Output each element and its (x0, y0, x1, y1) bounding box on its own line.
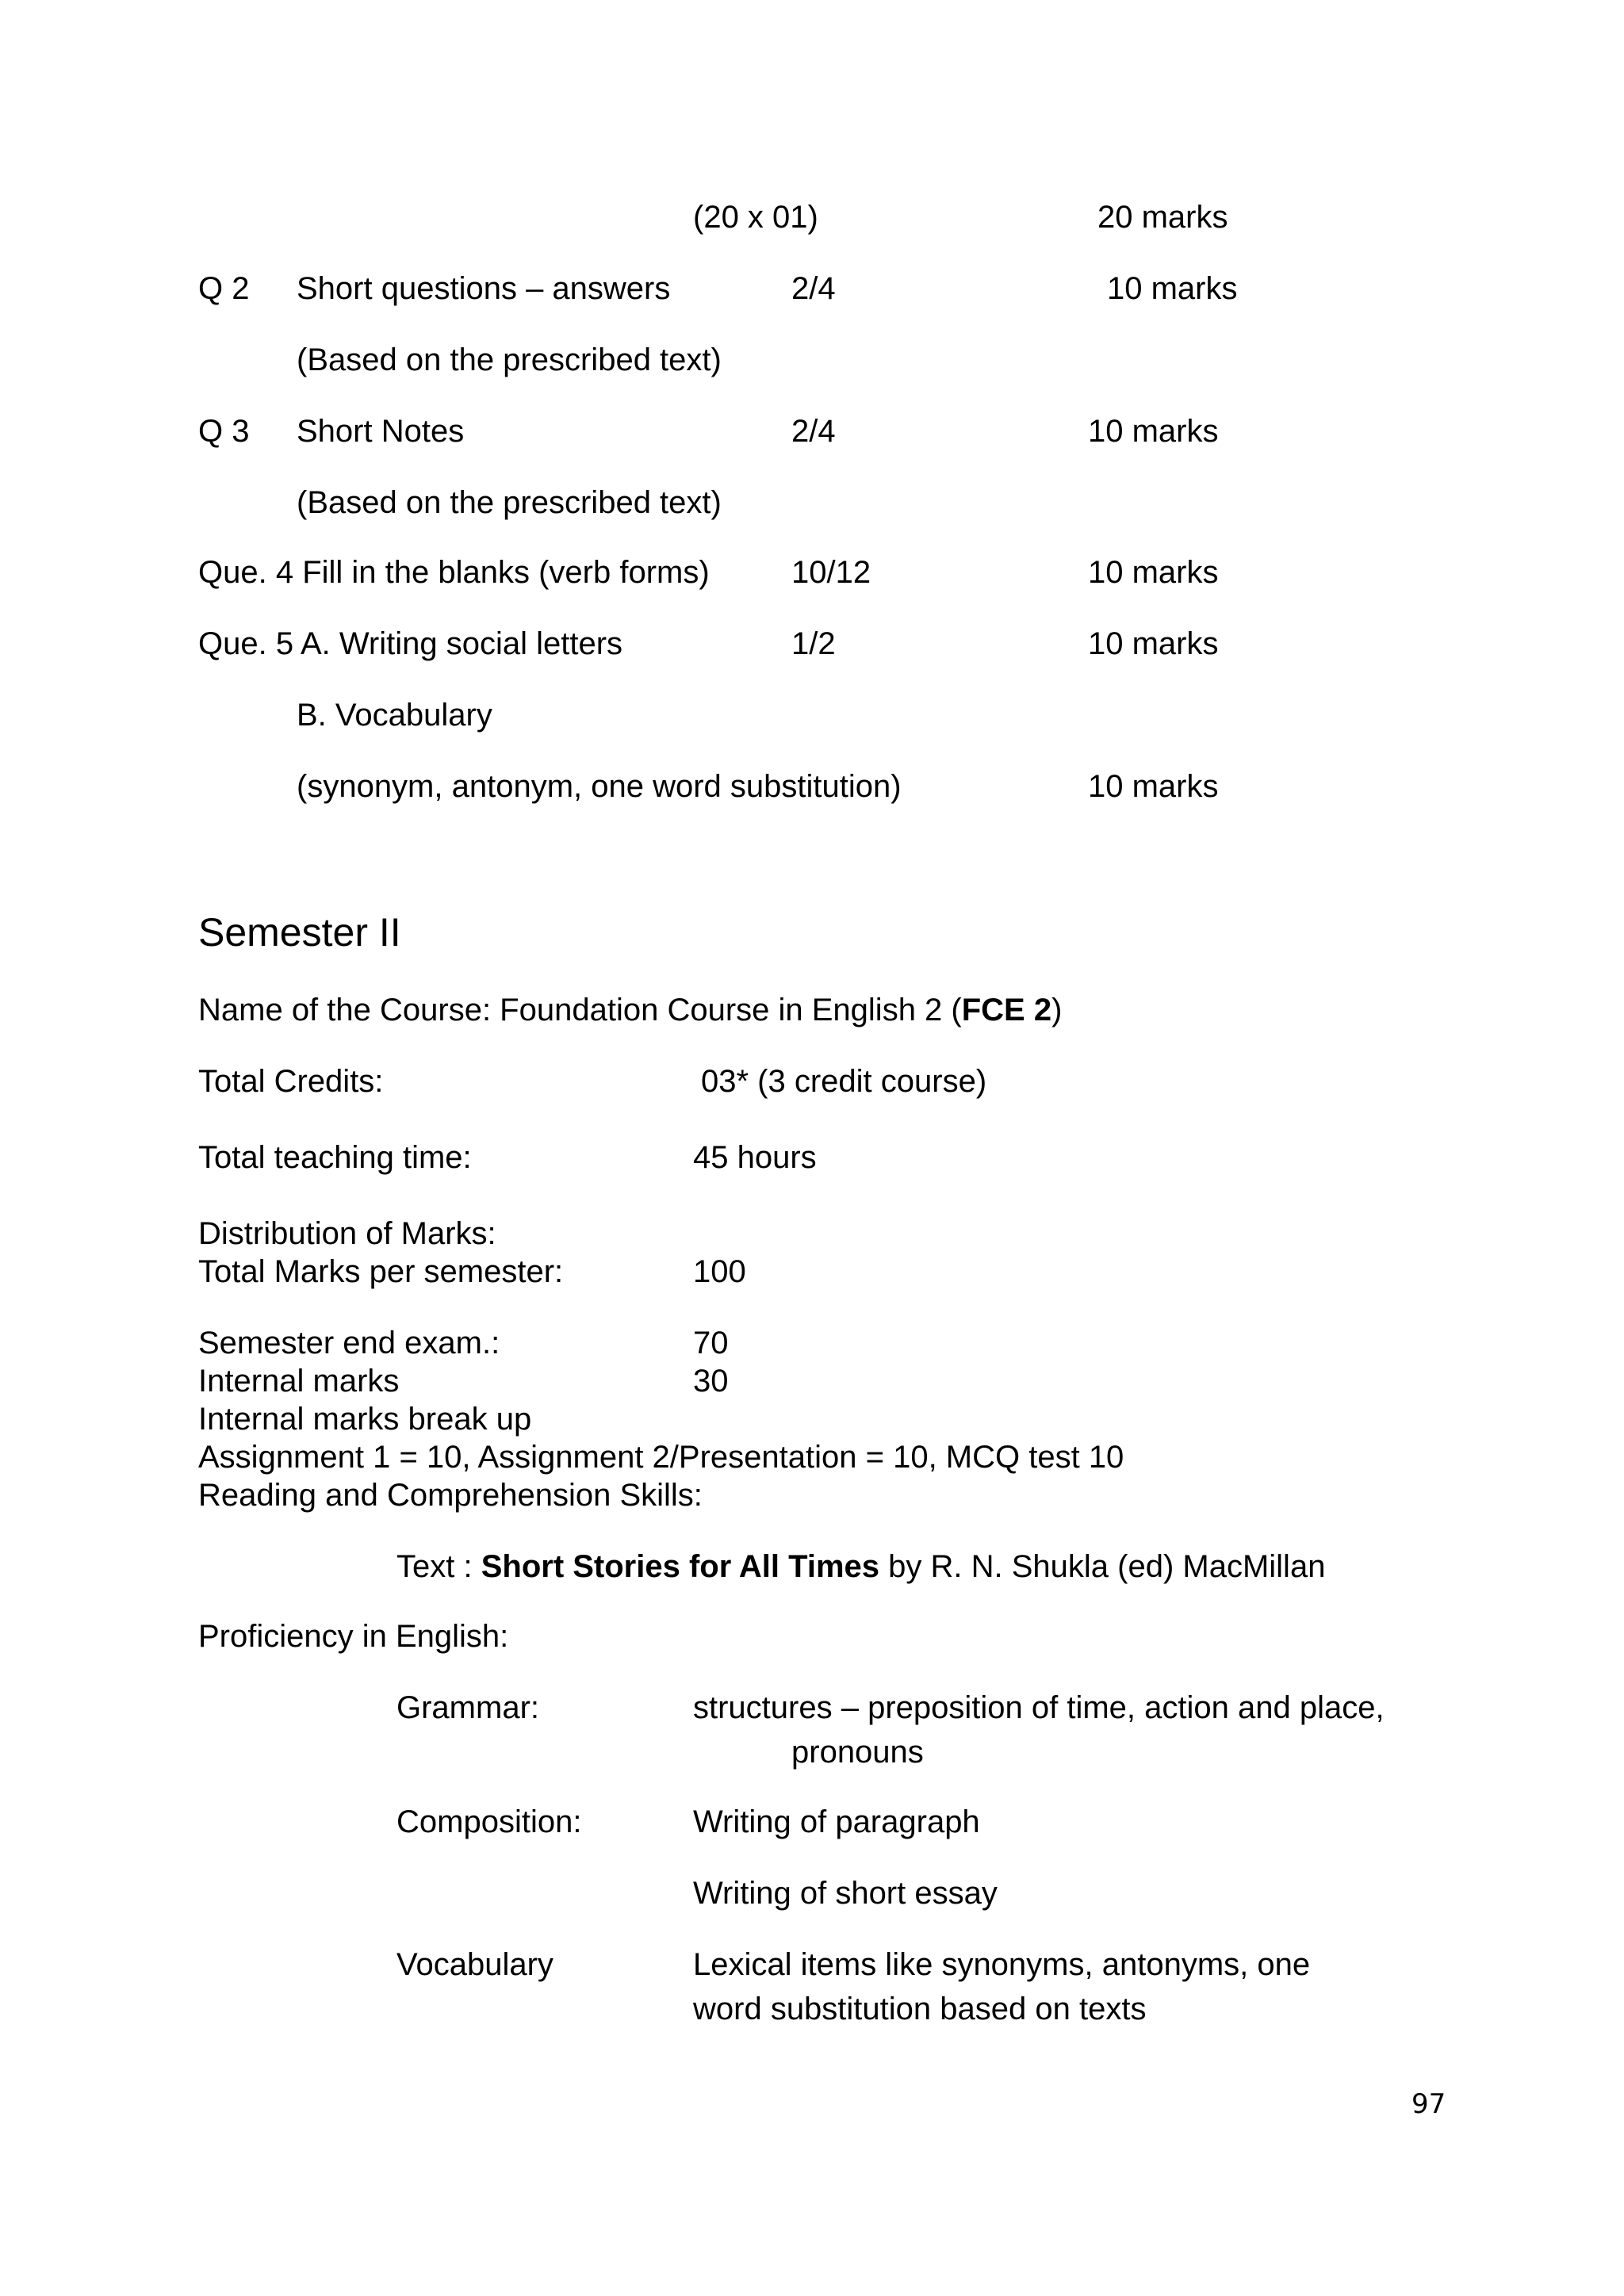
teaching-time-label: Total teaching time: (198, 1140, 472, 1175)
composition-item-2: Writing of short essay (693, 1876, 998, 1911)
row2-description: Short questions – answers (297, 271, 671, 306)
proficiency-label: Proficiency in English: (198, 1619, 509, 1654)
row5-description: Que. 5 A. Writing social letters (198, 626, 623, 661)
row3-marks: 10 marks (1088, 414, 1219, 449)
end-exam-label: Semester end exam.: (198, 1326, 500, 1360)
course-name-prefix: Name of the Course: Foundation Course in English 2 ( (198, 993, 962, 1027)
composition-item-1: Writing of paragraph (693, 1804, 980, 1839)
grammar-line1: structures – preposition of time, action and place, (693, 1690, 1385, 1725)
course-name (198, 991, 1062, 1029)
vocabulary-line1: Lexical items like synonyms, antonyms, one (693, 1947, 1311, 1982)
breakup-label: Internal marks break up (198, 1402, 532, 1437)
grammar-label: Grammar: (396, 1690, 539, 1725)
row5-vocabulary-marks: 10 marks (1088, 769, 1219, 804)
row3-note: (Based on the prescribed text) (297, 485, 722, 520)
vocabulary-label: Vocabulary (396, 1947, 553, 1982)
row4-description: Que. 4 Fill in the blanks (verb forms) (198, 555, 710, 590)
row5-pattern: 1/2 (791, 626, 836, 661)
row2-pattern: 2/4 (791, 271, 836, 306)
prescribed-text (396, 1548, 1325, 1586)
semester-heading: Semester II (198, 910, 401, 955)
text-title: Short Stories for All Times (481, 1549, 880, 1584)
course-name-suffix: ) (1051, 993, 1063, 1027)
credits-label: Total Credits: (198, 1064, 384, 1099)
row1-pattern: (20 x 01) (693, 200, 818, 235)
row3-number: Q 3 (198, 414, 250, 449)
row3-description: Short Notes (297, 414, 465, 449)
internal-marks-value: 30 (693, 1364, 729, 1399)
row4-marks: 10 marks (1088, 555, 1219, 590)
course-code: FCE 2 (961, 993, 1052, 1027)
internal-marks-label: Internal marks (198, 1364, 400, 1399)
row2-marks: 10 marks (1107, 271, 1238, 306)
row5-vocabulary-detail: (synonym, antonym, one word substitution) (297, 769, 902, 804)
composition-label: Composition: (396, 1804, 582, 1839)
row5-part-b: B. Vocabulary (297, 698, 492, 733)
credits-value: 03* (3 credit course) (701, 1064, 987, 1099)
row2-number: Q 2 (198, 271, 250, 306)
total-marks-value: 100 (693, 1254, 746, 1289)
row5-marks: 10 marks (1088, 626, 1219, 661)
row2-note: (Based on the prescribed text) (297, 342, 722, 377)
page-number: 97 (1411, 2088, 1446, 2120)
grammar-line2: pronouns (791, 1735, 924, 1770)
breakup-value: Assignment 1 = 10, Assignment 2/Presentation = 10, MCQ test 10 (198, 1440, 1124, 1475)
reading-label: Reading and Comprehension Skills: (198, 1478, 703, 1513)
text-suffix: by R. N. Shukla (ed) MacMillan (879, 1549, 1326, 1584)
row3-pattern: 2/4 (791, 414, 836, 449)
end-exam-value: 70 (693, 1326, 729, 1360)
total-marks-label: Total Marks per semester: (198, 1254, 564, 1289)
text-prefix: Text : (396, 1549, 481, 1584)
teaching-time-value: 45 hours (693, 1140, 817, 1175)
vocabulary-line2: word substitution based on texts (693, 1992, 1147, 2026)
row1-marks: 20 marks (1097, 200, 1228, 235)
row4-pattern: 10/12 (791, 555, 871, 590)
distribution-label: Distribution of Marks: (198, 1216, 496, 1251)
